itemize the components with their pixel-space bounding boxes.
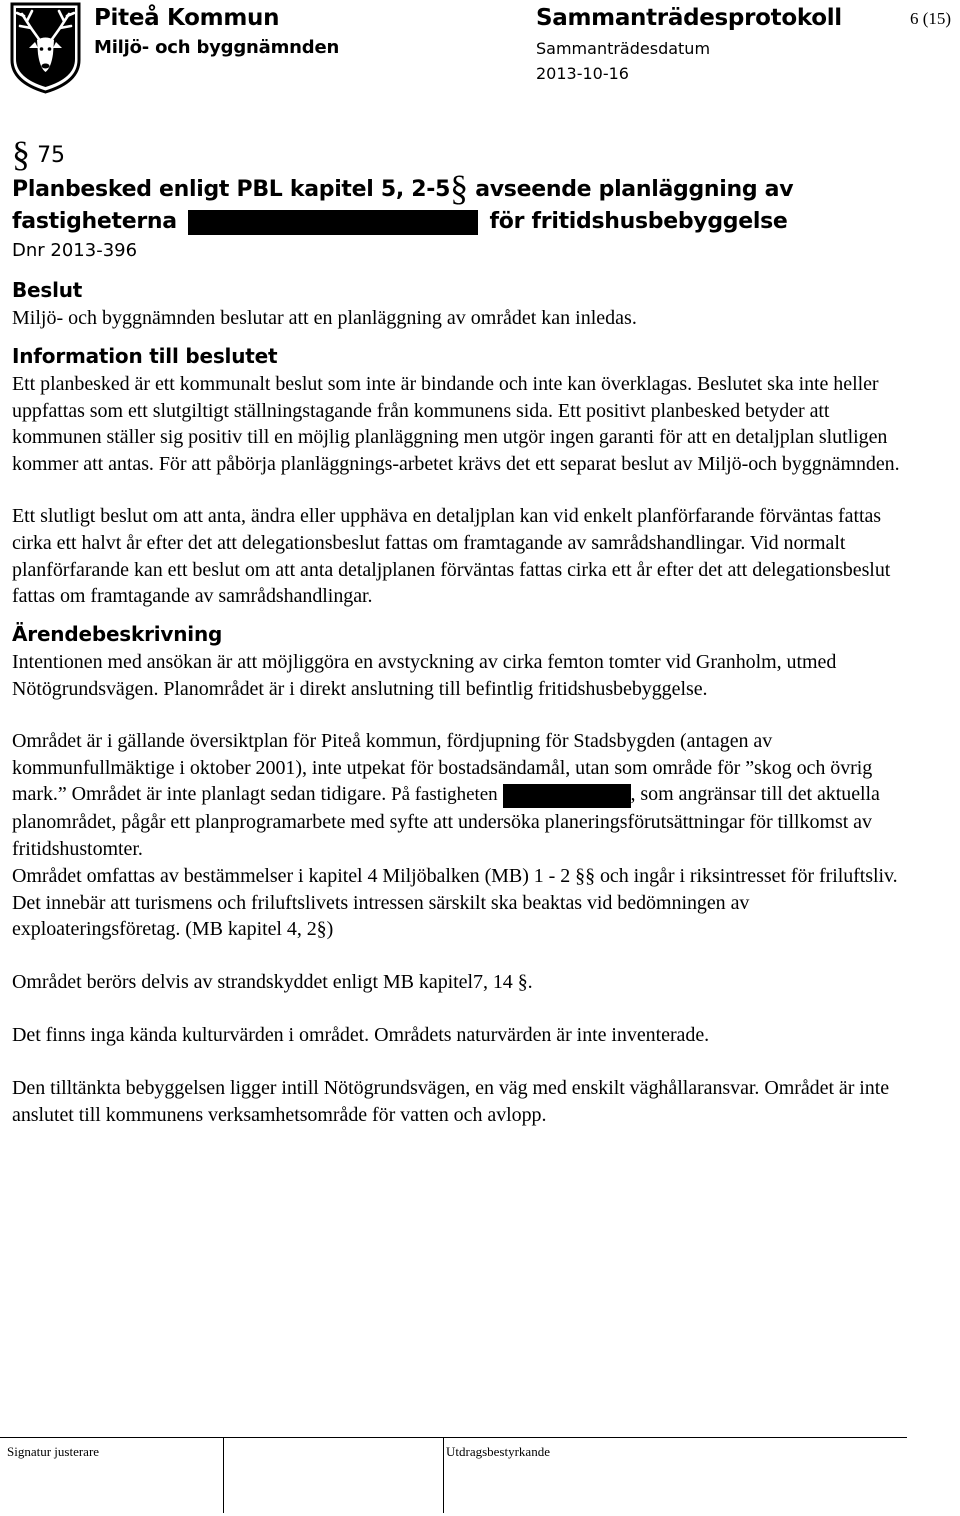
section-title-line2-end: för fritidshusbebyggelse bbox=[489, 209, 788, 234]
meeting-date-label: Sammanträdesdatum bbox=[536, 39, 711, 58]
section-number-value: 75 bbox=[37, 143, 66, 168]
footer-divider-2 bbox=[443, 1437, 444, 1513]
arende-paragraph-6: Den tilltänkta bebyggelsen ligger intill Nötögrundsvägen, en väg med enskilt väghållaransvar. Området är inte anslutet till kommunens verksamhetsområde för vatten och avlopp. bbox=[12, 1076, 890, 1126]
arende-paragraph-2 bbox=[12, 728, 902, 863]
section-title-line2-start: fastigheterna bbox=[12, 209, 177, 234]
page-number: 6 (15) bbox=[910, 9, 952, 28]
case-number: Dnr 2013-396 bbox=[12, 240, 138, 261]
signature-footer bbox=[0, 1437, 907, 1513]
section-title-line1-tail: avseende planläggning av bbox=[475, 177, 794, 202]
reindeer-crest-icon bbox=[9, 2, 82, 94]
information-paragraph-2: Ett slutligt beslut om att anta, ändra eller upphäva en detaljplan kan vid enkelt planförfarande förväntas fattas cirka ett halvt år efter det att delegationsbeslut fattas om framtagande av samrådshandlingar. Vid normalt planförfarande kan ett beslut om att anta detaljplanen förväntas fattas cirka ett år efter det att delegationsbeslut fattas om framtagande av samrådshandlingar. bbox=[12, 504, 891, 608]
arende-paragraph-5: Det finns inga kända kulturvärden i området. Områdets naturvärden är inte inventerade. bbox=[12, 1023, 710, 1046]
meeting-date-value: 2013-10-16 bbox=[536, 64, 629, 83]
arende-paragraph-4: Området berörs delvis av strandskyddet enligt MB kapitel7, 14 §. bbox=[12, 971, 533, 994]
arende-paragraph-2-text-c: , som angränsar till det aktuella planområdet, pågår ett planprogramarbete med syfte att undersöka planeringsförutsättningar för tillkomst av fritidshustomter. bbox=[12, 783, 880, 860]
arende-paragraph-3: Området omfattas av bestämmelser i kapitel 4 Miljöbalken (MB) 1 - 2 §§ och ingår i riksintresset för friluftsliv. Det innebär att turismens och friluftslivets intressen särskilt ska beaktas vid bedömningen av exploateringsföretag. (MB kapitel 4, 2§) bbox=[12, 864, 898, 941]
extract-label: Utdragsbestyrkande bbox=[446, 1444, 550, 1459]
section-symbol: § bbox=[12, 134, 30, 174]
arende-heading: Ärendebeskrivning bbox=[12, 622, 223, 647]
protocol-body bbox=[12, 134, 902, 1128]
footer-rule bbox=[0, 1437, 907, 1438]
board-name: Miljö- och byggnämnden bbox=[94, 37, 340, 58]
redacted-property-a bbox=[503, 784, 579, 808]
information-paragraph-1: Ett planbesked är ett kommunalt beslut som inte är bindande och inte kan överklagas. Beslutet ska inte heller uppfattas som ett slutgiltigt ställningstagande från kommunens sida. Ett positivt planbesked betyder att kommunen ställer sig positiv till en möjlig planläggning men utgör ingen garanti för att en detaljplan slutligen kommer att antas. För att påbörja planläggnings-arbetet krävs det ett separat beslut av Miljö-och byggnämnden. bbox=[12, 372, 900, 476]
beslut-heading: Beslut bbox=[12, 278, 83, 302]
footer-divider-1 bbox=[223, 1437, 224, 1513]
redacted-block bbox=[188, 210, 478, 235]
signature-label: Signatur justerare bbox=[7, 1444, 100, 1459]
section-title bbox=[12, 168, 902, 238]
document-type: Sammanträdesprotokoll bbox=[536, 5, 842, 31]
information-heading: Information till beslutet bbox=[12, 343, 278, 368]
beslut-text: Miljö- och byggnämnden beslutar att en planläggning av området kan inledas. bbox=[12, 307, 637, 329]
redacted-property-b bbox=[579, 784, 631, 808]
section-title-line1: Planbesked enligt PBL kapitel 5, 2-5 bbox=[12, 177, 451, 202]
section-symbol-inline: § bbox=[450, 168, 468, 208]
arende-paragraph-2-text-b: På fastigheten bbox=[391, 784, 498, 806]
arende-paragraph-1: Intentionen med ansökan är att möjliggöra en avstyckning av cirka femton tomter vid Granholm, utmed Nötögrundsvägen. Planområdet är i direkt anslutning till befintlig fritidshusbebyggelse. bbox=[12, 651, 837, 700]
arende-paragraph-2-text-a: Området är i gällande översiktplan för Piteå kommun, fördjupning för Stadsbygden (antagen av kommunfullmäktige i oktober 2001), inte utpekat för bostadsändamål, utan som område för ”skog och övrig mark.” Området är inte planlagt sedan tidigare. bbox=[12, 729, 873, 806]
organization-name: Piteå Kommun bbox=[94, 5, 280, 31]
